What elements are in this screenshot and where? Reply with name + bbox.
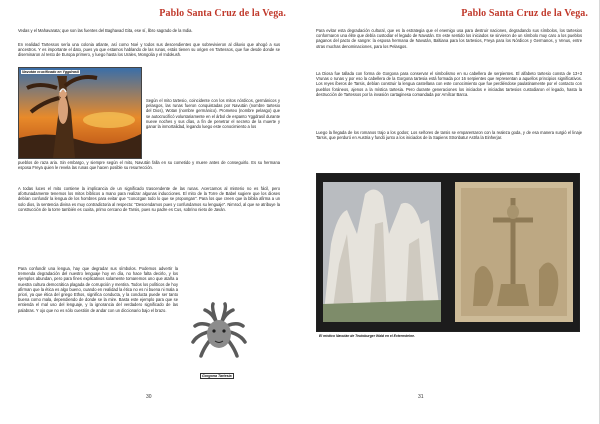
- paragraph-degradar-simbolos: Para confundir una lengua, hay que degradar sus símbolos. Podemos advertir la tremenda degradación del nuestro lenguaje hoy en día, no hace falta decirlo, y los ejemplos abundan, pero para fines explicativos solamente tomaremos uno que ataña a nuestra cultura democrática plagada de corrupción y mentira. Todos los políticos de hoy afirman que la ética es algo bueno, cuando en realidad la ética no es ni buena ni mala a priori, ya que ética del griego Ethos, significa conducta, y la conducta puede ser tanto buena como mala, dependiendo de donde se la mire. Basta este ejemplo para que se entienda el mal uso del lenguaje, y la ignorancia del verdadero significado de las palabras. Y ojo que no es sólo cuestión de andar con un diccionario bajo el brazo.: [18, 266, 178, 313]
- paragraph-evitar-degradacion: Para evitar esta degradación cultural, que es la estrategia que el enemigo usa para destruir naciones, degradando sus símbolos, los tartesios conformaron una élite que debía custodiar el legado de Navután. En este sentido los iniciados se sirvieron de un símbolo muy caro a los pueblos paganos del pacto de sangre: la esposa hermana de Navután, Baltiana para los tartesios, Freya para los Nórdicos y Germanos, y Venus, entre otras muchas denominaciones, para los Pelasgos.: [316, 28, 582, 49]
- navutan-tree-image: [19, 68, 141, 158]
- externsteine-caption: El místico Navután de Teutoburger Wald en el Externsteine.: [319, 334, 415, 338]
- gorgona-image: [185, 300, 253, 368]
- paragraph-tartessos: En realidad Tartessos sería una colonia atlante, así como Noé y todos sus descendientes que sobrevivieron al diluvio que ahogó a sus ancestros. Y es importante el dato, pues ya que estamos hablando de las runas, estás tienen su origen en Tartessos, que fue desde donde se diseminaron al resto de Europa primero, y luego hasta los Urales, Mongolia y el Indokush.: [18, 42, 280, 58]
- paragraph-mito-tartesio: Según el mito tartesio, coincidente con los mitos nórdicos, germánicos y pelasgos, las runas fueron conquistadas por Navután (nombre tartesio del Dios), Wotan (nombre germánico). Prometeo (nombre pelasgo) que se autocrucificó voluntariamente en el árbol de espanto Yggdrasil durante nueve noches y sus días, a fin de penetrar el secreto de la muerte y ganar la inmortalidad, legando luego este conocimiento a los: [146, 98, 280, 130]
- navutan-caption: Navután crucificado en Yggdrasil: [22, 70, 79, 74]
- paragraph-romanos-godos: Luego la llegada de los romanos trajo a los godos; Los señores de tarsis se emparentaron con la realeza goda, y de esa manera surgió el linaje Tarsis, que perduró en Austria y fundó junto a los iniciados de la Sapiens Stronbatur Astrla la Einherjar.: [316, 130, 582, 141]
- gorgona-figure: [185, 300, 253, 368]
- paragraph-pueblos-arios: pueblos de raza aria. Sin embargo, y siempre según el mito, Navután falla en su cometido y muere antes de conseguirlo. Es su hermana esposa Freya quien le revela las runas que hacen posible su resurrección.: [18, 160, 280, 171]
- page-number-left: 30: [146, 394, 152, 400]
- running-header-right: Pablo Santa Cruz de la Vega.: [461, 8, 588, 19]
- running-header-left: Pablo Santa Cruz de la Vega.: [159, 8, 286, 19]
- paragraph-vedas: Vedas y el Mahavarata; que son las fuentes del Baghavad Gita, ese sí, libro sagrado de la India.: [18, 28, 193, 33]
- navutan-figure: [18, 67, 142, 159]
- externsteine-photo: [316, 173, 580, 332]
- page-number-right: 31: [418, 394, 424, 400]
- paragraph-diosa-gorgona: La Diosa fue tallada con forma de Gorgona para conservar el simbolismo en su cabellera de serpientes. El alfabeto tartesio consta de 13+3 Vrunas o runas y por eso la cabellera de la Gorgona tartesia está formada por 16 serpientes que representan a aquellos principios significativos. Los reyes íberos de Tarsis, debían construir la lengua castellana con este conocimiento que fue perdiéndose paulatinamente por el contacto con pueblos foráneos, ajenos a la mística tartesia. Pero durante generaciones los iniciados e iniciadas tartesios custodiaron el legado, hasta la destrucción de Tartessos por la invasión cartaginesa comandada por Amílcar Barca.: [316, 71, 582, 97]
- paragraph-torre-babel: A todas luces el mito contiene la implicancia de un significado trascendente de las runas. Acercamos al misterio no es fácil, pero afortunadamente tenemos los mitos bíblicos a mano para realizar algunas inducciones. El mito de la Torre de Babel sugiere que los dioses debían confundir la lengua de los hombres para evitar que "conozgan todo lo que se propongan". Para los que creen que la biblia afirma a un solo dios, la sentencia divina es muy contradictoria al respecto: "Descendamos pues y confundamos su lenguaje". Nimrod, al que se atribuye la construcción de la torre también es cuxita, primo cercano de Tarsis, pues su padre es Cus, sobrino nieto de Javán.: [18, 186, 280, 212]
- gorgona-caption: Gorgona Tartesia: [202, 374, 232, 378]
- externsteine-image: [317, 174, 579, 331]
- page-right: [300, 0, 600, 424]
